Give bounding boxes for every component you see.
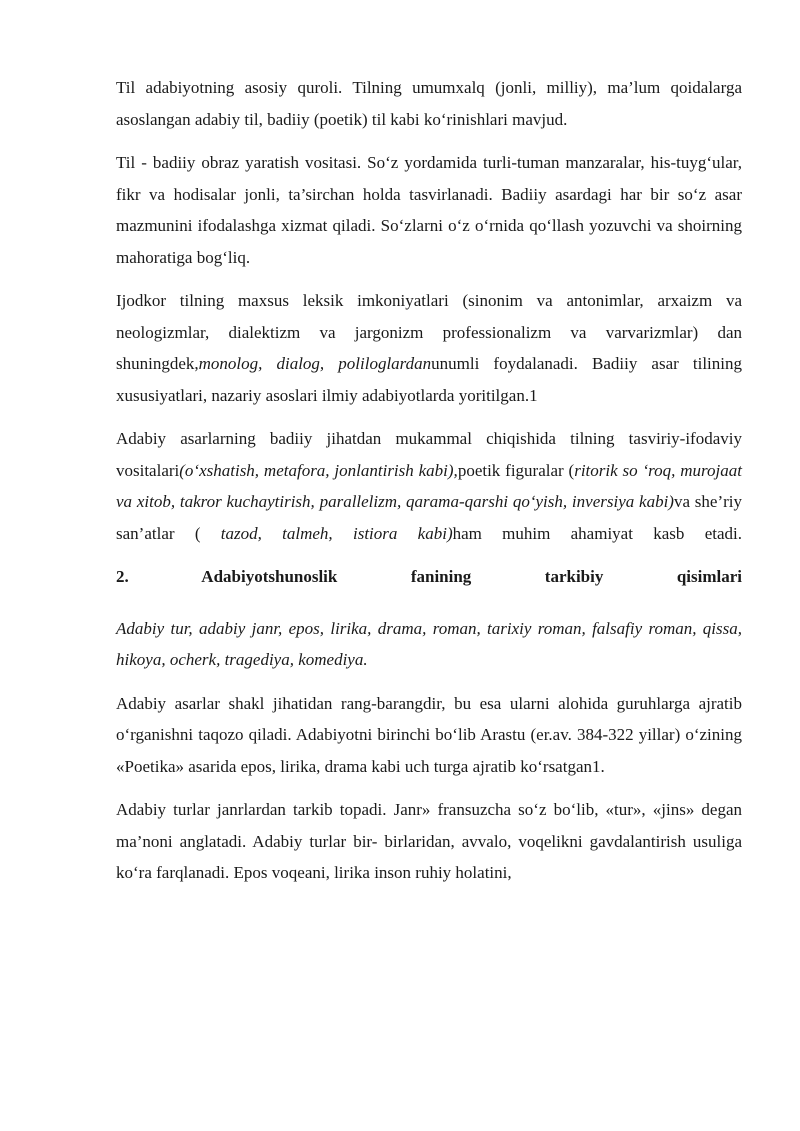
italic-text-run: (o‘xshatish, metafora, jonlantirish kabi), bbox=[179, 460, 458, 480]
paragraph-expressive-means bbox=[116, 423, 742, 549]
paragraph-literary-forms: Adabiy asarlar shakl jihatidan rang-barangdir, bu esa ularni alohida guruhlarga ajratib o‘rganishni taqozo qiladi. Adabiyotni birinchi bo‘lib Arastu (er.av. 384-322 yillar) o‘zining «Poetika» asarida epos, lirika, drama kabi uch turga ajratib ko‘rsatgan1. bbox=[116, 693, 742, 776]
text-run: va she’riy san’atlar ( bbox=[116, 492, 742, 543]
section-title: Adabiyotshunoslik fanining tarkibiy qisimlari bbox=[201, 567, 742, 586]
section-heading bbox=[116, 561, 742, 593]
keywords-list: Adabiy tur, adabiy janr, epos, lirika, drama, roman, tarixiy roman, falsafiy roman, qissa, hikoya, ocherk, tragediya, komediya. bbox=[116, 618, 742, 669]
italic-text-run: monolog, dialog, poliloglardan bbox=[198, 354, 432, 373]
text-run: Adabiy asarlarning badiiy jihatdan mukammal chiqishida tilning tasviriy-ifodaviy vositalari bbox=[116, 429, 742, 480]
italic-text-run: ritorik so ‘roq, murojaat va xitob, takror kuchaytirish, parallelizm, qarama-qarshi qo‘yish, inversiya kabi) bbox=[116, 460, 742, 511]
text-run: unumli foydalanadi. Badiiy asar tilining xususiyatlari, nazariy asoslari ilmiy adabiyotlarda yoritilgan.1 bbox=[116, 354, 742, 405]
text-run: ham muhim ahamiyat kasb etadi. bbox=[452, 523, 742, 543]
paragraph-language-image: Til - badiiy obraz yaratish vositasi. So‘z yordamida turli-tuman manzaralar, his-tuyg‘ular, fikr va hodisalar jonli, ta’sirchan holda tasvirlanadi. Badiiy asardagi har bir so‘z asar mazmunini ifodalashga xizmat qiladi. So‘zlarni o‘z o‘rnida qo‘llash yozuvchi va shoirning mahoratiga bog‘liq. bbox=[116, 153, 742, 267]
text-run: poetik figuralar ( bbox=[457, 460, 575, 480]
document-page bbox=[116, 72, 742, 901]
paragraph-literary-genres: Adabiy turlar janrlardan tarkib topadi. Janr» fransuzcha so‘z bo‘lib, «tur», «jins» degan ma’noni anglatadi. Adabiy turlar bir- birlaridan, avvalo, voqelikni gavdalantirish usuliga ko‘ra farqlanadi. Epos voqeani, lirika inson ruhiy holatini, bbox=[116, 800, 742, 882]
italic-text-run: tazod, talmeh, istiora kabi) bbox=[220, 523, 453, 543]
paragraph-language-tool: Til adabiyotning asosiy quroli. Tilning umumxalq (jonli, milliy), ma’lum qoidalarga asoslangan adabiy til, badiiy (poetik) til kabi ko‘rinishlari mavjud. bbox=[116, 78, 742, 129]
section-number: 2. bbox=[116, 567, 129, 586]
paragraph-lexical-possibilities bbox=[116, 285, 742, 411]
text-run: Ijodkor tilning maxsus leksik imkoniyatlari (sinonim va antonimlar, arxaizm va neologizmlar, dialektizm va jargonizm professionalizm va varvarizmlar) dan shuningdek, bbox=[116, 291, 742, 373]
